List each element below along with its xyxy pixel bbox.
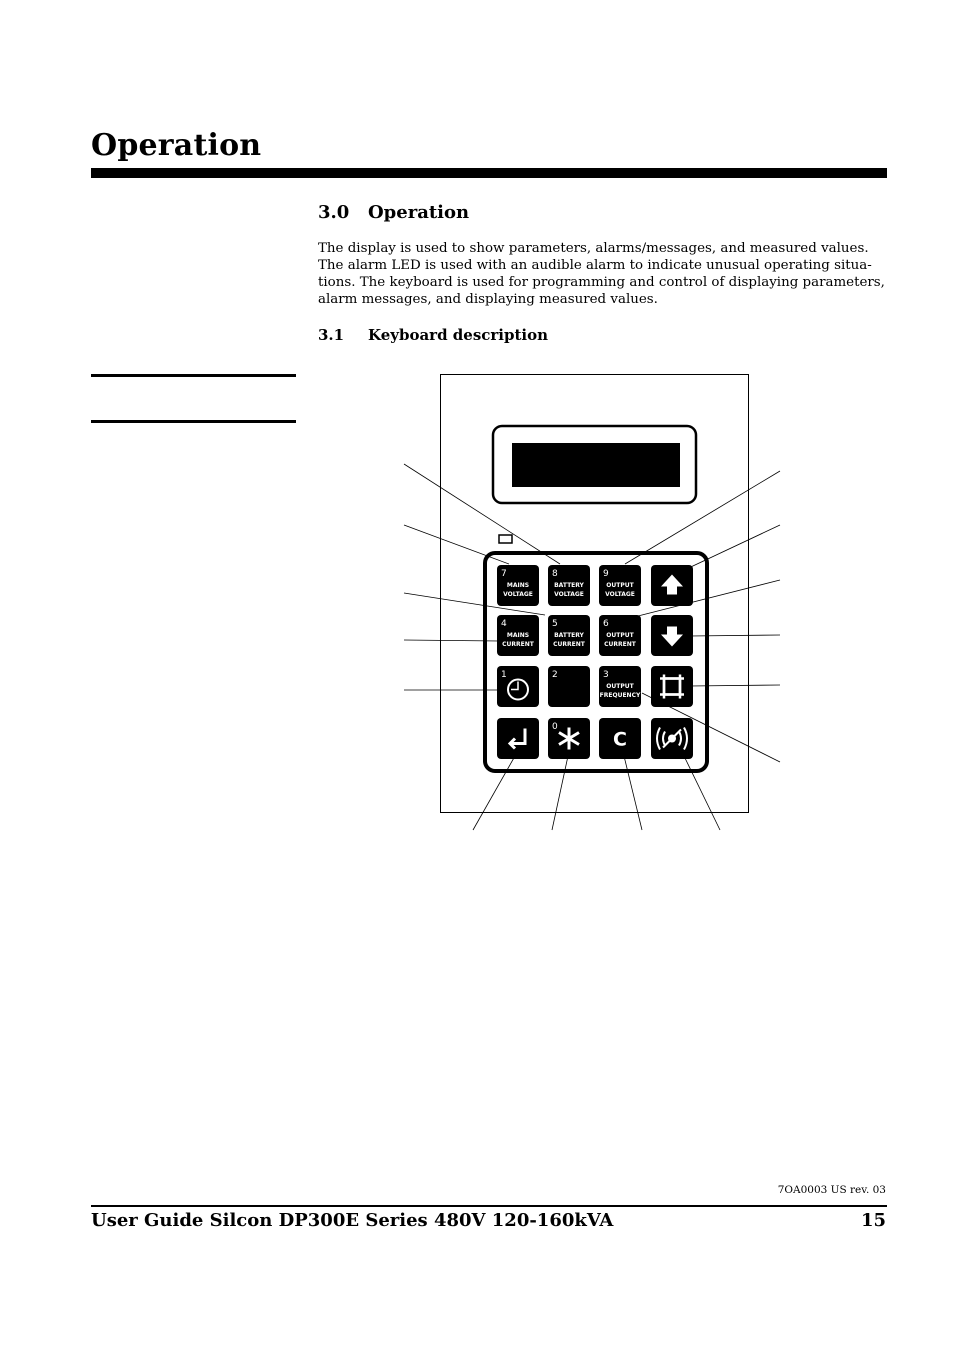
keypad-key[interactable] bbox=[548, 718, 590, 759]
key-label: VOLTAGE bbox=[605, 591, 635, 598]
key-number: 6 bbox=[603, 619, 609, 629]
keypad-key[interactable] bbox=[651, 615, 693, 656]
key-number: 2 bbox=[552, 670, 558, 680]
alarm-led bbox=[499, 535, 512, 543]
key-label: VOLTAGE bbox=[503, 591, 533, 598]
key-number: 8 bbox=[552, 569, 558, 579]
keypad-key[interactable] bbox=[599, 565, 641, 606]
body-line: The display is used to show parameters, alarms/messages, and measured values. bbox=[318, 241, 869, 256]
display-screen bbox=[512, 443, 680, 487]
key-label: OUTPUT bbox=[606, 582, 634, 589]
leader-line bbox=[404, 525, 509, 564]
key-label: VOLTAGE bbox=[554, 591, 584, 598]
key-number: 9 bbox=[603, 569, 609, 579]
keypad-key[interactable] bbox=[497, 615, 539, 656]
keypad-key[interactable] bbox=[599, 718, 641, 759]
key-label: MAINS bbox=[506, 632, 530, 639]
key-body bbox=[497, 718, 539, 759]
keypad-key[interactable] bbox=[599, 666, 641, 707]
key-label: CURRENT bbox=[502, 641, 534, 648]
key-label: CURRENT bbox=[553, 641, 585, 648]
key-label: BATTERY bbox=[554, 582, 584, 589]
chapter-title: Operation bbox=[91, 128, 262, 163]
key-number: 4 bbox=[501, 619, 507, 629]
key-number: 0 bbox=[552, 722, 558, 732]
clear-key-label: C bbox=[613, 728, 627, 751]
key-label: MAINS bbox=[506, 582, 530, 589]
keypad-key[interactable] bbox=[651, 718, 693, 759]
key-label: OUTPUT bbox=[606, 632, 634, 639]
key-label: BATTERY bbox=[554, 632, 584, 639]
footer-rule bbox=[91, 1205, 887, 1207]
key-number: 1 bbox=[501, 670, 507, 680]
keypad-key[interactable] bbox=[651, 565, 693, 606]
body-line: tions. The keyboard is used for programming and control of displaying parameters, bbox=[318, 275, 885, 290]
body-line: The alarm LED is used with an audible alarm to indicate unusual operating situa- bbox=[318, 258, 872, 273]
key-label: CURRENT bbox=[604, 641, 636, 648]
key-label: OUTPUT bbox=[606, 683, 634, 690]
keypad-key[interactable] bbox=[599, 615, 641, 656]
keypad-key[interactable] bbox=[548, 565, 590, 606]
section-title: Operation bbox=[368, 202, 470, 223]
body-line: alarm messages, and displaying measured values. bbox=[318, 292, 658, 307]
keypad-key[interactable] bbox=[497, 666, 539, 707]
document-reference: 7OA0003 US rev. 03 bbox=[777, 1184, 886, 1196]
footer-title: User Guide Silcon DP300E Series 480V 120-160kVA bbox=[91, 1210, 614, 1231]
keypad-key[interactable] bbox=[497, 565, 539, 606]
keypad-key[interactable] bbox=[548, 666, 590, 707]
section-number: 3.0 bbox=[318, 202, 350, 223]
page-number: 15 bbox=[860, 1210, 886, 1231]
keypad-key[interactable] bbox=[497, 718, 539, 759]
leader-line bbox=[678, 525, 780, 573]
keypad-key[interactable] bbox=[548, 615, 590, 656]
subsection-number: 3.1 bbox=[318, 326, 345, 344]
key-number: 5 bbox=[552, 619, 558, 629]
subsection-title: Keyboard description bbox=[368, 326, 549, 344]
key-label: FREQUENCY bbox=[599, 692, 641, 699]
key-number: 3 bbox=[603, 670, 609, 680]
key-number: 7 bbox=[501, 569, 507, 579]
